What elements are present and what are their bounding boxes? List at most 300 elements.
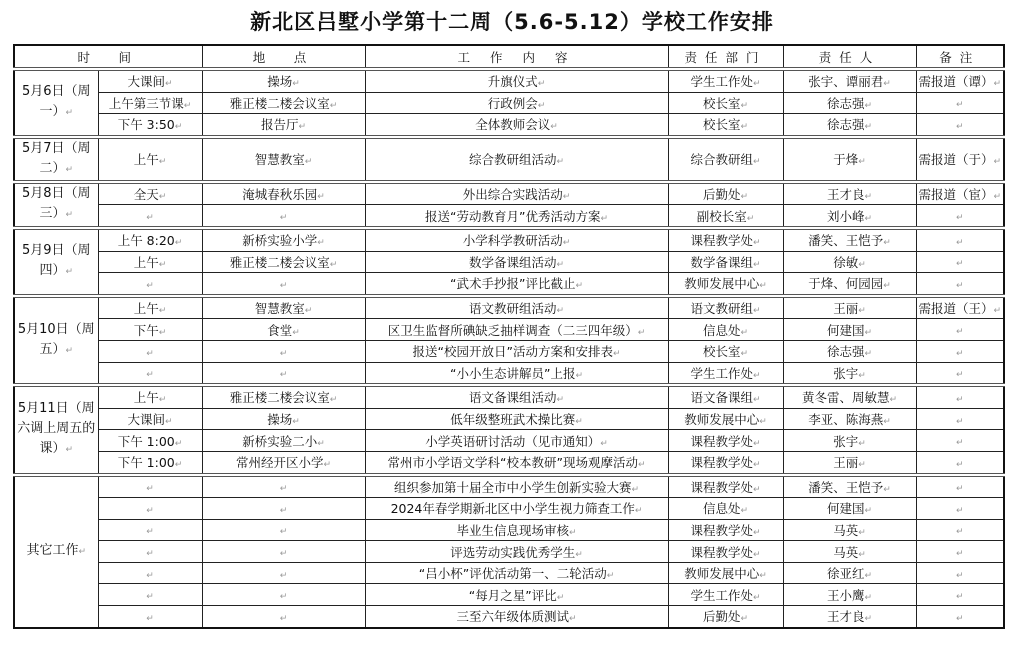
place-cell xyxy=(202,362,365,385)
paragraph-mark-icon: ↵ xyxy=(864,122,873,133)
person-cell: 王丽↵ xyxy=(783,451,916,474)
time-cell: 全天↵ xyxy=(98,182,202,205)
paragraph-mark-icon: ↵ xyxy=(575,370,584,381)
table-row xyxy=(14,92,1004,114)
paragraph-mark-icon: ↵ xyxy=(562,192,571,203)
paragraph-mark-icon: ↵ xyxy=(329,100,338,111)
paragraph-mark-icon: ↵ xyxy=(158,327,167,338)
place-cell xyxy=(202,498,365,520)
paragraph-mark-icon: ↵ xyxy=(759,417,767,428)
paragraph-mark-icon: ↵ xyxy=(858,460,866,471)
paragraph-mark-icon: ↵ xyxy=(993,157,1002,168)
table-row xyxy=(14,430,1004,452)
paragraph-mark-icon: ↵ xyxy=(740,122,749,133)
header-dept: 责任部门 xyxy=(668,45,783,69)
day-group xyxy=(14,475,1004,628)
day-cell: 5月11日（周六调上周五的课）↵ xyxy=(14,385,98,474)
day-group xyxy=(14,385,1004,474)
note-cell xyxy=(916,319,1004,341)
note-cell xyxy=(916,408,1004,430)
content-cell: “每月之星”评比↵ xyxy=(365,584,668,606)
dept-cell: 综合教研组↵ xyxy=(668,137,783,182)
paragraph-mark-icon: ↵ xyxy=(65,445,74,456)
paragraph-mark-icon: ↵ xyxy=(631,484,640,495)
paragraph-mark-icon: ↵ xyxy=(298,122,307,133)
paragraph-mark-icon: ↵ xyxy=(753,592,761,603)
dept-cell: 教师发展中心↵ xyxy=(668,408,783,430)
paragraph-mark-icon: ↵ xyxy=(993,192,1002,203)
place-cell xyxy=(202,273,365,296)
day-group xyxy=(14,69,1004,137)
content-cell: 评选劳动实践优秀学生↵ xyxy=(365,541,668,563)
paragraph-mark-icon: ↵ xyxy=(955,237,964,248)
paragraph-mark-icon: ↵ xyxy=(65,164,74,175)
table-row xyxy=(14,562,1004,584)
paragraph-mark-icon: ↵ xyxy=(304,157,313,168)
place-cell xyxy=(202,340,365,362)
paragraph-mark-icon: ↵ xyxy=(279,505,288,516)
content-cell: “武术手抄报”评比截止↵ xyxy=(365,273,668,296)
content-cell: 三至六年级体质测试↵ xyxy=(365,606,668,628)
time-cell: 上午第三节课↵ xyxy=(98,92,202,114)
dept-cell: 信息处↵ xyxy=(668,498,783,520)
table-row xyxy=(14,69,1004,92)
time-cell xyxy=(98,498,202,520)
person-cell: 徐志强↵ xyxy=(783,92,916,114)
content-cell: “吕小杯”评优活动第一、二轮活动↵ xyxy=(365,562,668,584)
place-cell: 报告厅↵ xyxy=(202,114,365,137)
dept-cell: 课程教学处↵ xyxy=(668,475,783,498)
paragraph-mark-icon: ↵ xyxy=(279,549,288,560)
paragraph-mark-icon: ↵ xyxy=(537,100,546,111)
time-cell xyxy=(98,519,202,541)
paragraph-mark-icon: ↵ xyxy=(955,484,964,495)
paragraph-mark-icon: ↵ xyxy=(606,571,615,582)
paragraph-mark-icon: ↵ xyxy=(753,79,761,90)
content-cell: 小学英语研讨活动（见市通知）↵ xyxy=(365,430,668,452)
note-cell xyxy=(916,92,1004,114)
paragraph-mark-icon: ↵ xyxy=(158,306,167,317)
place-cell: 雅正楼二楼会议室↵ xyxy=(202,251,365,273)
time-cell: 大课间↵ xyxy=(98,408,202,430)
paragraph-mark-icon: ↵ xyxy=(65,108,74,119)
day-group xyxy=(14,137,1004,182)
note-cell xyxy=(916,362,1004,385)
person-cell: 王才良↵ xyxy=(783,606,916,628)
content-cell: 低年级整班武术操比赛↵ xyxy=(365,408,668,430)
content-cell: 语文备课组活动↵ xyxy=(365,385,668,408)
content-cell: 小学科学教研活动↵ xyxy=(365,228,668,251)
paragraph-mark-icon: ↵ xyxy=(753,395,761,406)
paragraph-mark-icon: ↵ xyxy=(146,370,154,381)
content-cell: 组织参加第十届全市中小学生创新实验大赛↵ xyxy=(365,475,668,498)
paragraph-mark-icon: ↵ xyxy=(146,348,154,359)
paragraph-mark-icon: ↵ xyxy=(955,459,964,470)
paragraph-mark-icon: ↵ xyxy=(146,592,154,603)
note-cell xyxy=(916,114,1004,137)
time-cell xyxy=(98,584,202,606)
paragraph-mark-icon: ↵ xyxy=(575,417,583,428)
note-cell xyxy=(916,430,1004,452)
note-cell xyxy=(916,498,1004,520)
paragraph-mark-icon: ↵ xyxy=(550,122,558,133)
paragraph-mark-icon: ↵ xyxy=(883,281,891,292)
paragraph-mark-icon: ↵ xyxy=(993,306,1002,317)
paragraph-mark-icon: ↵ xyxy=(955,570,964,581)
paragraph-mark-icon: ↵ xyxy=(740,614,749,625)
paragraph-mark-icon: ↵ xyxy=(864,100,873,111)
content-cell: 报送“校园开放日”活动方案和安排表↵ xyxy=(365,340,668,362)
table-row xyxy=(14,475,1004,498)
time-cell: 上午↵ xyxy=(98,251,202,273)
paragraph-mark-icon: ↵ xyxy=(317,438,325,449)
paragraph-mark-icon: ↵ xyxy=(146,570,154,581)
dept-cell: 校长室↵ xyxy=(668,114,783,137)
person-cell: 黄冬雷、周敏慧↵ xyxy=(783,385,916,408)
paragraph-mark-icon: ↵ xyxy=(569,527,577,538)
paragraph-mark-icon: ↵ xyxy=(858,527,866,538)
place-cell: 新桥实验二小↵ xyxy=(202,430,365,452)
paragraph-mark-icon: ↵ xyxy=(292,417,300,428)
time-cell xyxy=(98,340,202,362)
paragraph-mark-icon: ↵ xyxy=(753,438,761,449)
paragraph-mark-icon: ↵ xyxy=(883,238,891,249)
paragraph-mark-icon: ↵ xyxy=(889,395,898,406)
table-row xyxy=(14,385,1004,408)
time-cell xyxy=(98,273,202,296)
time-cell: 上午↵ xyxy=(98,137,202,182)
paragraph-mark-icon: ↵ xyxy=(174,238,183,249)
dept-cell: 数学备课组↵ xyxy=(668,251,783,273)
paragraph-mark-icon: ↵ xyxy=(637,460,646,471)
paragraph-mark-icon: ↵ xyxy=(174,122,183,133)
person-cell: 张宇↵ xyxy=(783,362,916,385)
day-cell: 5月9日（周四）↵ xyxy=(14,228,98,296)
dept-cell: 副校长室↵ xyxy=(668,205,783,228)
place-cell: 智慧教室↵ xyxy=(202,137,365,182)
content-cell: 数学备课组活动↵ xyxy=(365,251,668,273)
header-person: 责任人 xyxy=(783,45,916,69)
paragraph-mark-icon: ↵ xyxy=(279,613,288,624)
time-cell: 大课间↵ xyxy=(98,69,202,92)
table-row xyxy=(14,541,1004,563)
paragraph-mark-icon: ↵ xyxy=(955,348,964,359)
paragraph-mark-icon: ↵ xyxy=(864,506,873,517)
table-row xyxy=(14,205,1004,228)
paragraph-mark-icon: ↵ xyxy=(65,210,74,221)
paragraph-mark-icon: ↵ xyxy=(537,79,546,90)
paragraph-mark-icon: ↵ xyxy=(759,281,767,292)
note-cell: 需报道（宦）↵ xyxy=(916,182,1004,205)
paragraph-mark-icon: ↵ xyxy=(164,417,173,428)
paragraph-mark-icon: ↵ xyxy=(65,345,74,356)
paragraph-mark-icon: ↵ xyxy=(753,549,761,560)
paragraph-mark-icon: ↵ xyxy=(146,484,154,495)
note-cell xyxy=(916,519,1004,541)
paragraph-mark-icon: ↵ xyxy=(864,192,873,203)
table-row xyxy=(14,296,1004,319)
paragraph-mark-icon: ↵ xyxy=(562,238,571,249)
table-row xyxy=(14,251,1004,273)
paragraph-mark-icon: ↵ xyxy=(740,192,749,203)
paragraph-mark-icon: ↵ xyxy=(146,505,154,516)
header-time: 时 间 xyxy=(14,45,202,69)
paragraph-mark-icon: ↵ xyxy=(65,267,74,278)
day-cell: 5月6日（周一）↵ xyxy=(14,69,98,137)
dept-cell: 学生工作处↵ xyxy=(668,69,783,92)
content-cell: 毕业生信息现场审核↵ xyxy=(365,519,668,541)
paragraph-mark-icon: ↵ xyxy=(955,416,964,427)
time-cell xyxy=(98,562,202,584)
person-cell: 王小鹰↵ xyxy=(783,584,916,606)
dept-cell: 校长室↵ xyxy=(668,340,783,362)
note-cell xyxy=(916,584,1004,606)
time-cell xyxy=(98,205,202,228)
person-cell: 于烽↵ xyxy=(783,137,916,182)
paragraph-mark-icon: ↵ xyxy=(955,505,964,516)
paragraph-mark-icon: ↵ xyxy=(556,157,565,168)
person-cell: 何建国↵ xyxy=(783,498,916,520)
person-cell: 徐志强↵ xyxy=(783,340,916,362)
paragraph-mark-icon: ↵ xyxy=(174,460,183,471)
paragraph-mark-icon: ↵ xyxy=(955,121,964,132)
place-cell: 雅正楼二楼会议室↵ xyxy=(202,385,365,408)
place-cell: 新桥实验小学↵ xyxy=(202,228,365,251)
note-cell xyxy=(916,451,1004,474)
person-cell: 王才良↵ xyxy=(783,182,916,205)
paragraph-mark-icon: ↵ xyxy=(146,280,154,291)
paragraph-mark-icon: ↵ xyxy=(883,79,891,90)
person-cell: 潘笑、王恺予↵ xyxy=(783,475,916,498)
table-row xyxy=(14,362,1004,385)
paragraph-mark-icon: ↵ xyxy=(864,614,873,625)
content-cell: 语文教研组活动↵ xyxy=(365,296,668,319)
paragraph-mark-icon: ↵ xyxy=(634,506,643,517)
content-cell: 外出综合实践活动↵ xyxy=(365,182,668,205)
paragraph-mark-icon: ↵ xyxy=(304,306,313,317)
paragraph-mark-icon: ↵ xyxy=(858,370,866,381)
person-cell: 潘笑、王恺予↵ xyxy=(783,228,916,251)
table-row xyxy=(14,319,1004,341)
note-cell: 需报道（王）↵ xyxy=(916,296,1004,319)
table-row xyxy=(14,451,1004,474)
table-row xyxy=(14,340,1004,362)
note-cell xyxy=(916,251,1004,273)
paragraph-mark-icon: ↵ xyxy=(955,213,964,224)
paragraph-mark-icon: ↵ xyxy=(955,592,964,603)
header-place: 地 点 xyxy=(202,45,365,69)
table-row xyxy=(14,408,1004,430)
paragraph-mark-icon: ↵ xyxy=(740,506,749,517)
dept-cell: 学生工作处↵ xyxy=(668,362,783,385)
table-row xyxy=(14,228,1004,251)
dept-cell: 校长室↵ xyxy=(668,92,783,114)
note-cell xyxy=(916,541,1004,563)
paragraph-mark-icon: ↵ xyxy=(323,460,332,471)
day-cell: 5月10日（周五）↵ xyxy=(14,296,98,385)
paragraph-mark-icon: ↵ xyxy=(556,592,565,603)
day-cell: 其它工作↵ xyxy=(14,475,98,628)
paragraph-mark-icon: ↵ xyxy=(146,613,154,624)
dept-cell: 教师发展中心↵ xyxy=(668,562,783,584)
paragraph-mark-icon: ↵ xyxy=(317,192,325,203)
paragraph-mark-icon: ↵ xyxy=(864,349,873,360)
person-cell: 张宇↵ xyxy=(783,430,916,452)
paragraph-mark-icon: ↵ xyxy=(329,395,338,406)
header-content: 工 作 内 容 xyxy=(365,45,668,69)
note-cell xyxy=(916,562,1004,584)
table-row xyxy=(14,114,1004,137)
paragraph-mark-icon: ↵ xyxy=(158,192,167,203)
paragraph-mark-icon: ↵ xyxy=(292,327,300,338)
paragraph-mark-icon: ↵ xyxy=(575,281,584,292)
paragraph-mark-icon: ↵ xyxy=(569,614,577,625)
paragraph-mark-icon: ↵ xyxy=(556,395,565,406)
place-cell xyxy=(202,541,365,563)
time-cell xyxy=(98,606,202,628)
place-cell xyxy=(202,584,365,606)
paragraph-mark-icon: ↵ xyxy=(993,79,1002,90)
paragraph-mark-icon: ↵ xyxy=(158,395,167,406)
paragraph-mark-icon: ↵ xyxy=(753,460,761,471)
dept-cell: 教师发展中心↵ xyxy=(668,273,783,296)
paragraph-mark-icon: ↵ xyxy=(292,79,300,90)
paragraph-mark-icon: ↵ xyxy=(164,79,173,90)
paragraph-mark-icon: ↵ xyxy=(556,259,565,270)
table-row xyxy=(14,137,1004,182)
note-cell xyxy=(916,385,1004,408)
person-cell: 马英↵ xyxy=(783,519,916,541)
person-cell: 徐志强↵ xyxy=(783,114,916,137)
time-cell: 上午 8:20↵ xyxy=(98,228,202,251)
time-cell: 下午 1:00↵ xyxy=(98,451,202,474)
paragraph-mark-icon: ↵ xyxy=(279,213,288,224)
paragraph-mark-icon: ↵ xyxy=(955,613,964,624)
content-cell: 升旗仪式↵ xyxy=(365,69,668,92)
paragraph-mark-icon: ↵ xyxy=(883,484,891,495)
paragraph-mark-icon: ↵ xyxy=(955,394,964,405)
paragraph-mark-icon: ↵ xyxy=(78,547,87,558)
place-cell: 操场↵ xyxy=(202,69,365,92)
place-cell xyxy=(202,475,365,498)
paragraph-mark-icon: ↵ xyxy=(740,327,749,338)
paragraph-mark-icon: ↵ xyxy=(740,349,749,360)
paragraph-mark-icon: ↵ xyxy=(955,327,964,338)
note-cell: 需报道（于）↵ xyxy=(916,137,1004,182)
paragraph-mark-icon: ↵ xyxy=(753,157,761,168)
person-cell: 马英↵ xyxy=(783,541,916,563)
paragraph-mark-icon: ↵ xyxy=(317,238,325,249)
table-row xyxy=(14,182,1004,205)
place-cell: 雅正楼二楼会议室↵ xyxy=(202,92,365,114)
dept-cell: 课程教学处↵ xyxy=(668,430,783,452)
paragraph-mark-icon: ↵ xyxy=(600,213,609,224)
header-note: 备注 xyxy=(916,45,1004,69)
paragraph-mark-icon: ↵ xyxy=(759,571,767,582)
paragraph-mark-icon: ↵ xyxy=(858,306,866,317)
paragraph-mark-icon: ↵ xyxy=(955,370,964,381)
paragraph-mark-icon: ↵ xyxy=(600,438,608,449)
paragraph-mark-icon: ↵ xyxy=(955,259,964,270)
paragraph-mark-icon: ↵ xyxy=(279,484,288,495)
paragraph-mark-icon: ↵ xyxy=(883,417,891,428)
place-cell: 食堂↵ xyxy=(202,319,365,341)
content-cell: “小小生态讲解员”上报↵ xyxy=(365,362,668,385)
content-cell: 常州市小学语文学科“校本教研”现场观摩活动↵ xyxy=(365,451,668,474)
table-row xyxy=(14,584,1004,606)
dept-cell: 语文教研组↵ xyxy=(668,296,783,319)
dept-cell: 课程教学处↵ xyxy=(668,541,783,563)
paragraph-mark-icon: ↵ xyxy=(858,438,866,449)
table-row xyxy=(14,606,1004,628)
paragraph-mark-icon: ↵ xyxy=(955,438,964,449)
paragraph-mark-icon: ↵ xyxy=(556,306,565,317)
paragraph-mark-icon: ↵ xyxy=(753,527,761,538)
dept-cell: 课程教学处↵ xyxy=(668,228,783,251)
time-cell xyxy=(98,362,202,385)
paragraph-mark-icon: ↵ xyxy=(329,259,338,270)
paragraph-mark-icon: ↵ xyxy=(753,306,761,317)
paragraph-mark-icon: ↵ xyxy=(158,157,167,168)
time-cell: 下午 1:00↵ xyxy=(98,430,202,452)
table-row xyxy=(14,519,1004,541)
place-cell xyxy=(202,205,365,228)
paragraph-mark-icon: ↵ xyxy=(753,370,761,381)
paragraph-mark-icon: ↵ xyxy=(146,213,154,224)
note-cell xyxy=(916,228,1004,251)
dept-cell: 后勤处↵ xyxy=(668,182,783,205)
paragraph-mark-icon: ↵ xyxy=(158,259,167,270)
time-cell: 上午↵ xyxy=(98,385,202,408)
paragraph-mark-icon: ↵ xyxy=(753,259,761,270)
dept-cell: 学生工作处↵ xyxy=(668,584,783,606)
dept-cell: 课程教学处↵ xyxy=(668,451,783,474)
dept-cell: 后勤处↵ xyxy=(668,606,783,628)
place-cell: 淹城春秋乐园↵ xyxy=(202,182,365,205)
person-cell: 王丽↵ xyxy=(783,296,916,319)
note-cell: 需报道（谭）↵ xyxy=(916,69,1004,92)
day-group xyxy=(14,296,1004,385)
paragraph-mark-icon: ↵ xyxy=(864,327,873,338)
paragraph-mark-icon: ↵ xyxy=(279,527,288,538)
paragraph-mark-icon: ↵ xyxy=(955,100,964,111)
dept-cell: 课程教学处↵ xyxy=(668,519,783,541)
paragraph-mark-icon: ↵ xyxy=(753,484,761,495)
content-cell: 全体教师会议↵ xyxy=(365,114,668,137)
paragraph-mark-icon: ↵ xyxy=(858,157,866,168)
day-group xyxy=(14,228,1004,296)
time-cell xyxy=(98,475,202,498)
schedule-table xyxy=(13,44,1005,629)
note-cell xyxy=(916,273,1004,296)
paragraph-mark-icon: ↵ xyxy=(279,370,288,381)
paragraph-mark-icon: ↵ xyxy=(858,549,866,560)
paragraph-mark-icon: ↵ xyxy=(146,549,154,560)
person-cell: 徐亚红↵ xyxy=(783,562,916,584)
paragraph-mark-icon: ↵ xyxy=(146,527,154,538)
paragraph-mark-icon: ↵ xyxy=(637,327,646,338)
paragraph-mark-icon: ↵ xyxy=(955,280,964,291)
paragraph-mark-icon: ↵ xyxy=(858,259,866,270)
person-cell: 徐敏↵ xyxy=(783,251,916,273)
place-cell xyxy=(202,519,365,541)
paragraph-mark-icon: ↵ xyxy=(279,570,288,581)
note-cell xyxy=(916,205,1004,228)
paragraph-mark-icon: ↵ xyxy=(753,238,761,249)
note-cell xyxy=(916,606,1004,628)
content-cell: 区卫生监督所碘缺乏抽样调查（二三四年级）↵ xyxy=(365,319,668,341)
place-cell: 常州经开区小学↵ xyxy=(202,451,365,474)
